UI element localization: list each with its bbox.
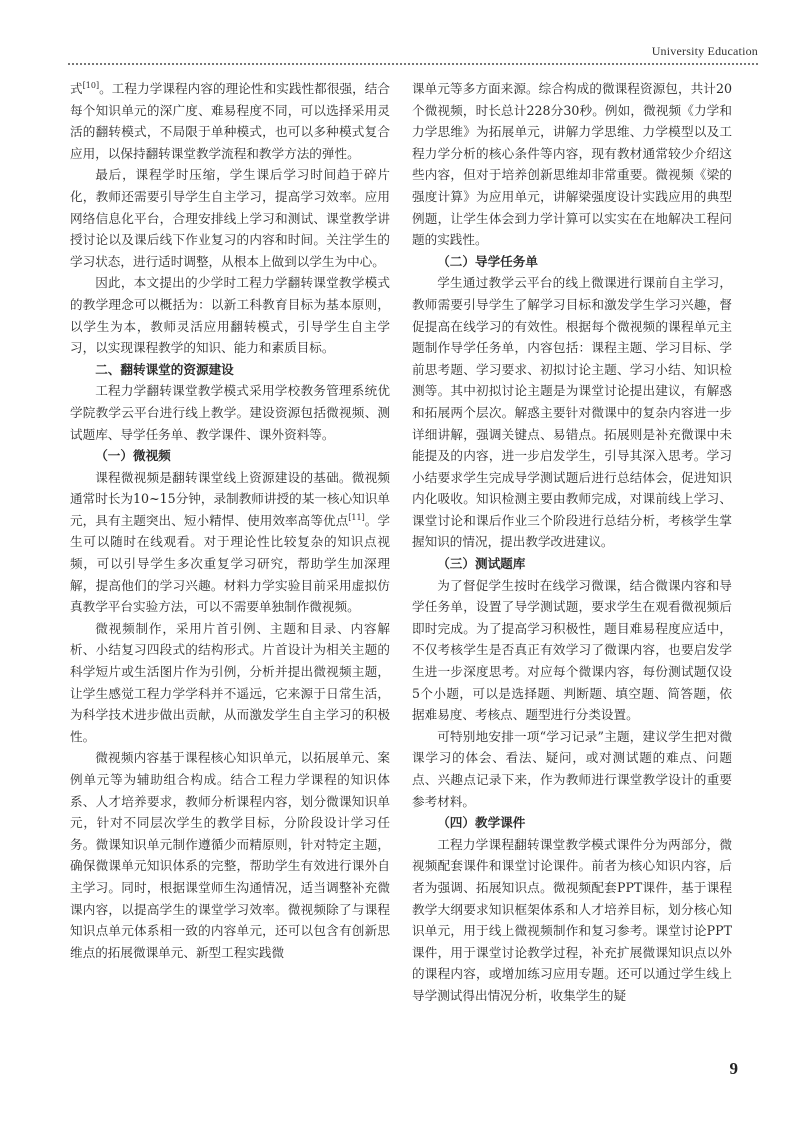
paragraph: 最后，课程学时压缩，学生课后学习时间趋于碎片化，教师还需要引导学生自主学习，提高学习效率。应用网络信息化平台，合理安排线上学习和测试、课堂教学讲授讨论以及课后线下作业复习的内容和时间。关注学生的学习状态，进行适时调整，从根本上做到以学生为中心。 xyxy=(70,167,390,269)
paragraph: 因此，本文提出的少学时工程力学翻转课堂教学模式的教学理念可以概括为：以新工科教育目标为基本原则，以学生为本，教师灵活应用翻转模式，引导学生自主学习，以实现课程教学的知识、能力和素质目标。 xyxy=(70,275,390,356)
paragraph: 可特别地安排一项“学习记录”主题，建议学生把对微课学习的体会、看法、疑问，或对测试题的难点、问题点、兴趣点记录下来，作为教师进行课堂教学设计的重要参考材料。 xyxy=(412,728,732,809)
subsection-heading: （一）微视频 xyxy=(95,448,171,464)
header-divider xyxy=(68,63,758,65)
subsection-heading: （四）教学课件 xyxy=(437,815,526,831)
page-number: 9 xyxy=(729,1059,738,1078)
subsection-heading: （二）导学任务单 xyxy=(437,253,538,269)
paragraph: 微视频内容基于课程核心知识单元，以拓展单元、案例单元等为辅助组合构成。结合工程力学课程的知识体系、人才培养要求，教师分析课程内容，划分微课知识单元，针对不同层次学生的教学目标，分阶段设计学习任务。微课知识单元制作遵循少而精原则，针对特定主题，确保微课单元知识体系的完整，帮助学生有效进行课外自主学习。同时，根据课堂师生沟通情况，适当调整补充微课内容，以提高学生的课堂学习效率。微视频除了与课程知识点单元体系相一致的内容单元，还可以包含有创新思维点的拓展微课单元、新型工程实践微 xyxy=(70,750,390,960)
left-column xyxy=(70,78,390,963)
paragraph: 工程力学课程翻转课堂教学模式课件分为两部分，微视频配套课件和课堂讨论课件。前者为核心知识内容，后者为强调、拓展知识点。微视频配套PPT课件，基于课程教学大纲要求知识框架体系和人才培养目标，划分核心知识单元，用于线上微视频制作和复习参考。课堂讨论PPT课件，用于课堂讨论教学过程，补充扩展微课知识点以外的课程内容，或增加练习应用专题。还可以通过学生线上导学测试得出情况分析，收集学生的疑 xyxy=(412,836,732,1003)
paragraph: 课单元等多方面来源。综合构成的微课程资源包，共计20个微视频，时长总计228分30秒。例如，微视频《力学和力学思维》为拓展单元，讲解力学思维、力学模型以及工程力学分析的核心条件等内容，现有教材通常较少介绍这些内容，但对于培养创新思维却非常重要。微视频《梁的强度计算》为应用单元，讲解梁强度设计实践应用的典型例题，让学生体会到力学计算可以实实在在地解决工程问题的实践性。 xyxy=(412,81,732,248)
citation-ref: [10] xyxy=(82,80,100,90)
paragraph: 为了督促学生按时在线学习微课，结合微课内容和导学任务单，设置了导学测试题，要求学生在观看微视频后即时完成。为了提高学习积极性，题目难易程度应适中，不仅考核学生是否真正有效学习了微课内容，也要启发学生进一步深度思考。对应每个微课内容，每份测试题仅设5个小题，可以是选择题、判断题、填空题、简答题，依据难易度、考核点、题型进行分类设置。 xyxy=(412,577,732,723)
paragraph: 工程力学翻转课堂教学模式采用学校教务管理系统优学院教学云平台进行线上教学。建设资源包括微视频、测试题库、导学任务单、教学课件、课外资料等。 xyxy=(70,383,390,442)
journal-header: University Education xyxy=(651,44,758,58)
citation-ref: [11] xyxy=(348,512,365,522)
subsection-heading: （三）测试题库 xyxy=(437,556,526,572)
section-heading: 二、翻转课堂的资源建设 xyxy=(95,361,234,377)
paragraph: 式[10]。工程力学课程内容的理论性和实践性都很强，结合每个知识单元的深广度、难易程度不同，可以选择采用灵活的翻转模式，不局限于单种模式，也可以多种模式复合应用，以保持翻转课堂教学流程和教学方法的弹性。 xyxy=(70,80,391,161)
paragraph: 微视频制作，采用片首引例、主题和目录、内容解析、小结复习四段式的结构形式。片首设计为相关主题的科学短片或生活图片作为引例，分析并提出微视频主题，让学生感觉工程力学学科并不遥远，它来源于日常生活，为科学技术进步做出贡献，从而激发学生自主学习的积极性。 xyxy=(70,620,390,744)
paragraph: 学生通过教学云平台的线上微课进行课前自主学习，教师需要引导学生了解学习目标和激发学生学习兴趣，督促提高在线学习的有效性。根据每个微视频的课程单元主题制作导学任务单，内容包括：课程主题、学习目标、学前思考题、学习要求、初拟讨论主题、学习小结、知识检测等。其中初拟讨论主题是为课堂讨论提出建议，有解惑和拓展两个层次。解惑主要针对微课中的复杂内容进一步详细讲解，强调关键点、易错点。拓展则是补充微课中未能提及的内容，进一步启发学生，引导其深入思考。学习小结要求学生完成导学测试题后进行总结体会，促进知识内化吸收。知识检测主要由教师完成，对课前线上学习、课堂讨论和课后作业三个阶段进行总结分析，考核学生掌握知识的情况，提出教学改进建议。 xyxy=(412,275,732,550)
right-column xyxy=(412,78,732,1007)
paragraph: 课程微视频是翻转课堂线上资源建设的基础。微视频通常时长为10~15分钟，录制教师讲授的某一核心知识单元，具有主题突出、短小精悍、使用效率高等优点[11]。学生可以随时在线观看。对于理论性比较复杂的知识点视频，可以引导学生多次重复学习研究，帮助学生加深理解，提高他们的学习兴趣。材料力学实验目前采用虚拟仿真教学平台实验方法，可以不需要单独制作微视频。 xyxy=(70,469,391,615)
